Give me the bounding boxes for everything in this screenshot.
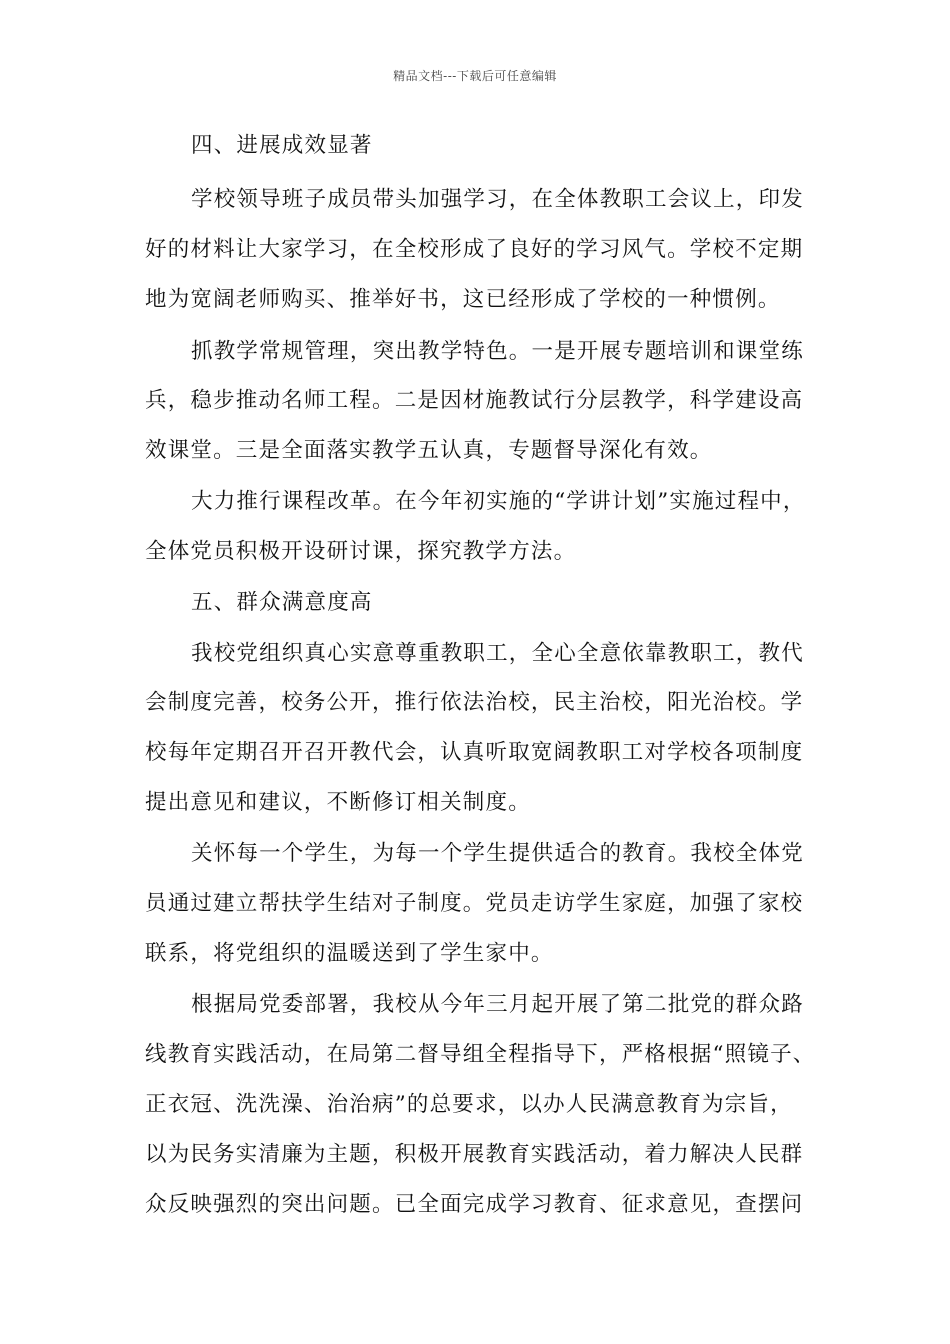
paragraph-line: 正衣冠、洗洗澡、治治病”的总要求，以办人民满意教育为宗旨，: [145, 1092, 793, 1117]
section-heading: 五、群众满意度高: [191, 590, 373, 615]
paragraph-line: 学校领导班子成员带头加强学习，在全体教职工会议上，印发: [191, 187, 804, 212]
paragraph-line: 我校党组织真心实意尊重教职工，全心全意依靠教职工，教代: [191, 641, 804, 666]
paragraph-line: 员通过建立帮扶学生结对子制度。党员走访学生家庭，加强了家校: [145, 891, 804, 916]
paragraph-line: 校每年定期召开召开教代会，认真听取宽阔教职工对学校各项制度: [145, 740, 804, 765]
paragraph-line: 联系，将党组织的温暖送到了学生家中。: [145, 941, 554, 966]
paragraph-line: 兵，稳步推动名师工程。二是因材施教试行分层教学，科学建设高: [145, 388, 804, 413]
paragraph-line: 众反映强烈的突出问题。已全面完成学习教育、征求意见，查摆问: [145, 1192, 804, 1217]
paragraph-line: 地为宽阔老师购买、推举好书，这已经形成了学校的一种惯例。: [145, 287, 781, 312]
paragraph-line: 抓教学常规管理，突出教学特色。一是开展专题培训和课堂练: [191, 339, 804, 364]
section-heading: 四、进展成效显著: [191, 133, 373, 158]
paragraph-line: 大力推行课程改革。在今年初实施的“学讲计划”实施过程中，: [191, 489, 806, 514]
paragraph-line: 效课堂。三是全面落实教学五认真，专题督导深化有效。: [145, 438, 713, 463]
paragraph-line: 线教育实践活动，在局第二督导组全程指导下，严格根据“照镜子、: [145, 1042, 816, 1067]
page-header: 精品文档---下载后可任意编辑: [393, 69, 557, 83]
paragraph-line: 会制度完善，校务公开，推行依法治校，民主治校，阳光治校。学: [145, 690, 804, 715]
paragraph-line: 提出意见和建议，不断修订相关制度。: [145, 790, 531, 815]
paragraph-line: 全体党员积极开设研讨课，探究教学方法。: [145, 539, 577, 564]
paragraph-line: 以为民务实清廉为主题，积极开展教育实践活动，着力解决人民群: [145, 1142, 804, 1167]
paragraph-line: 关怀每一个学生，为每一个学生提供适合的教育。我校全体党: [191, 841, 804, 866]
paragraph-line: 好的材料让大家学习，在全校形成了良好的学习风气。学校不定期: [145, 237, 804, 262]
paragraph-line: 根据局党委部署，我校从今年三月起开展了第二批党的群众路: [191, 992, 804, 1017]
